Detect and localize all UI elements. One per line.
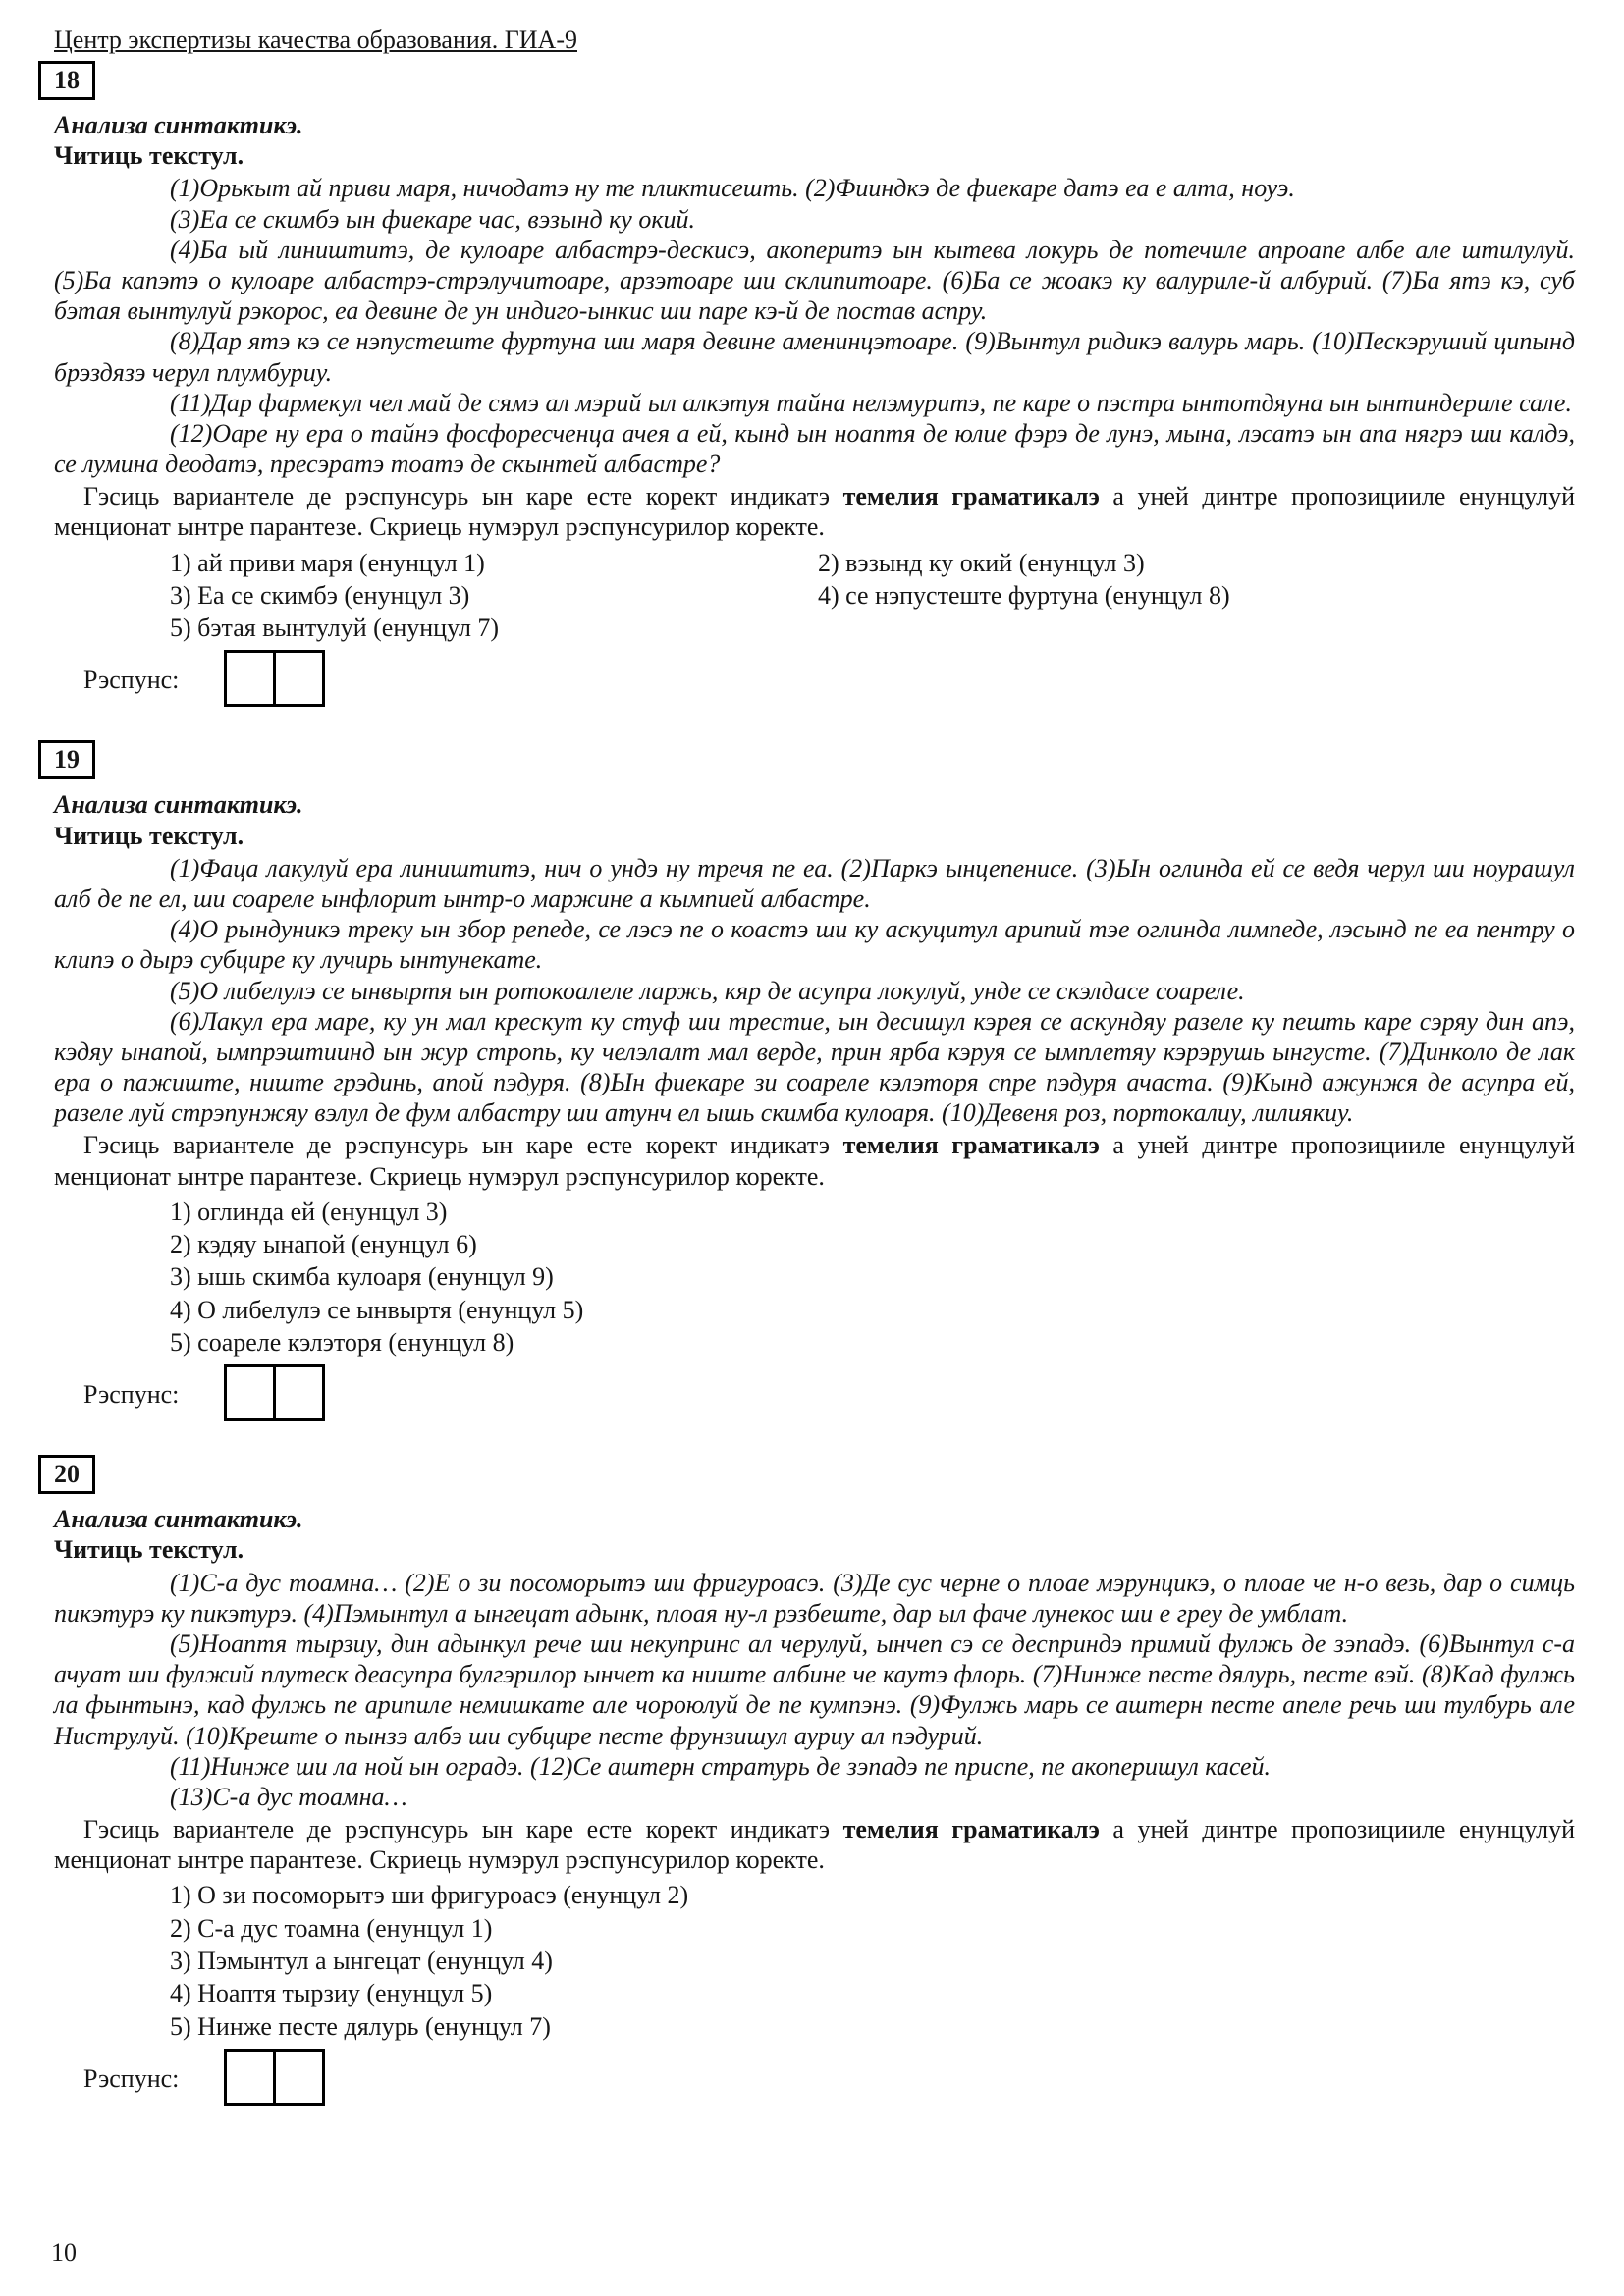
task-read-label: Читиць текстул. (54, 1535, 244, 1565)
answer-label: Рэспунс: (83, 2063, 180, 2093)
answer-boxes (224, 1364, 325, 1421)
passage-paragraph: (4)О рындуникэ треку ын збор репеде, се лэсэ пе о коастэ ши ку аскуцитул арипий тэе оглинда лимпеде, лэсынд пе еа пентру о клипэ о дырэ субцире ку лучирь ынтунекате. (54, 915, 1575, 975)
reading-passage (54, 173, 1575, 479)
instruction-text-part: а уней динтре пропозицииле енунцулуй менционат ынтре парантезе. Скриець нумэрул рэспунсурилор коректе. (54, 1131, 1575, 1191)
task-19 (54, 740, 1575, 1421)
answer-label: Рэспунс: (83, 666, 180, 695)
answer-boxes (224, 650, 325, 707)
answer-cell-1[interactable] (224, 650, 276, 707)
option-item: 1) О зи посоморытэ ши фригуроасэ (енунцул 2) (170, 1881, 689, 1910)
instruction-bold-term: темелия граматикалэ (842, 1815, 1100, 1844)
task-number-box (38, 740, 95, 779)
answer-boxes (224, 2049, 325, 2106)
passage-paragraph: (5)О либелулэ се ынвыртя ын ротокоалеле ларжь, кяр де асупра локулуй, унде се скэлдасе соареле. (170, 976, 1245, 1005)
instruction-bold-term: темелия граматикалэ (842, 482, 1100, 511)
option-item: 4) се нэпустеште фуртуна (енунцул 8) (818, 580, 1230, 610)
instruction-text-part: Гэсиць вариантеле де рэспунсурь ын каре есте корект индикатэ (83, 1815, 843, 1844)
passage-paragraph: (5)Ноаптя тырзиу, дин адынкул рече ши некупринс ал черулуй, ынчеп сэ се десприндэ примий фулжь де зэпадэ. (6)Вынтул с-а ачуат ши фулжий плутеск деасупра булгэрилор ынчет ка ниште албине че каутэ флорь. (7)Нинже песте дялурь, песте вэй. (8)Кад фулжь ла фынтынэ, кад фулжь пе арипиле немишкате але чороюлуй де пе кумпэнэ. (9)Фулжь марь се аштерн песте апеле речь ши тулбурь але Ниструлуй. (10)Креште о пынзэ албэ ши субцире песте фрунзишул ауриу ал пэдурий. (54, 1629, 1575, 1750)
option-item: 1) ай приви маря (енунцул 1) (170, 548, 485, 577)
option-item: 3) Еа се скимбэ (енунцул 3) (170, 580, 470, 610)
passage-paragraph: (3)Еа се скимбэ ын фиекаре час, вэзынд ку окий. (170, 204, 696, 234)
answer-cell-2[interactable] (276, 650, 325, 707)
passage-paragraph: (11)Нинже ши ла ной ын оградэ. (12)Се аштерн стратурь де зэпадэ пе приспе, пе акоперишул касей. (170, 1751, 1272, 1781)
task-18 (54, 61, 1575, 707)
answer-label: Рэспунс: (83, 1380, 180, 1410)
passage-paragraph: (12)Оаре ну ера о тайнэ фосфоресченца ачея а ей, кынд ын ноаптя де юлие фэрэ де лунэ, мына, лэсатэ ын апа нягрэ ши калдэ, се лумина деодатэ, пресэратэ тоатэ де скынтей албастре? (54, 418, 1575, 479)
passage-paragraph: (6)Лакул ера маре, ку ун мал крескут ку стуф ши трестие, ын десишул кэрея се аскундяу разеле ку пешть каре сэряу дин апэ, кэдяу ынапой, ымпрэштиинд ын жур стропь, ку челэлалт мал верде, прин ярба кэруя се ымплетяу кэрэрушь ынгусте. (7)Динколо де лак ера о пажиште, ниште грэдинь, апой пэдуря. (8)Ын фиекаре зи соареле кэлэторя спре пэдуря ачаста. (9)Кынд ажунжя де асупра ей, разеле луй стрэпунжяу вэлул де фум албастру ши атунч ел ышь скимба кулоаря. (10)Девеня роз, портокалиу, лилиякиу. (54, 1006, 1575, 1128)
passage-paragraph: (1)Фаца лакулуй ера лиништитэ, нич о ундэ ну тречя пе еа. (2)Паркэ ынцепенисе. (3)Ын оглинда ей се ведя черул ши ноурашул алб де пе ел, ши соареле ынфлорит ынтр-о маржине а кымпией албастре. (54, 853, 1575, 913)
reading-passage (54, 1568, 1575, 1813)
passage-paragraph: (4)Ба ый лиништитэ, де кулоаре албастрэ-дескисэ, акоперитэ ын кытева локурь де потечиле апроапе албе але штилулуй. (5)Ба капэтэ о кулоаре албастрэ-стрэлучитоаре, арзэтоаре ши склипитоаре. (6)Ба се жоакэ ку валуриле-й албурий. (7)Ба ятэ кэ, суб бэтая вынтулуй рэкорос, еа девине де ун индиго-ынкис ши паре кэ-й де постав аспру. (54, 235, 1575, 326)
option-item: 4) О либелулэ се ынвыртя (енунцул 5) (170, 1295, 584, 1324)
reading-passage (54, 853, 1575, 1129)
answer-cell-2[interactable] (276, 2049, 325, 2106)
option-item: 2) кэдяу ынапой (енунцул 6) (170, 1230, 477, 1259)
passage-paragraph: (8)Дар ятэ кэ се нэпустеште фуртуна ши маря девине аменинцэтоаре. (9)Вынтул ридикэ валурь марь. (10)Пескэруший ципынд брэздязэ черул плумбуриу. (54, 327, 1575, 387)
passage-paragraph: (1)Орькыт ай приви маря, ничодатэ ну те пликтисешть. (2)Фииндкэ де фиекаре датэ еа е алта, ноуэ. (170, 174, 1295, 203)
instruction-text-part: Гэсиць вариантеле де рэспунсурь ын каре есте корект индикатэ (83, 482, 843, 511)
task-instruction (54, 1814, 1575, 1875)
option-item: 5) бэтая вынтулуй (енунцул 7) (170, 614, 500, 643)
task-20 (54, 1455, 1575, 2106)
instruction-bold-term: темелия граматикалэ (842, 1131, 1100, 1160)
task-read-label: Читиць текстул. (54, 821, 244, 850)
answer-cell-1[interactable] (224, 2049, 276, 2106)
answer-cell-1[interactable] (224, 1364, 276, 1421)
answer-row (83, 2049, 1575, 2106)
task-number-box (38, 61, 95, 100)
passage-paragraph: (13)С-а дус тоамна… (170, 1782, 407, 1811)
task-subtitle: Анализа синтактикэ. (54, 790, 303, 820)
option-item: 3) Пэмынтул а ынгецат (енунцул 4) (170, 1946, 553, 1975)
option-item: 1) оглинда ей (енунцул 3) (170, 1197, 448, 1226)
passage-paragraph: (1)С-а дус тоамна… (2)Е о зи посоморытэ ши фригуроасэ. (3)Де сус черне о плоае мэрунцикэ, о плоае че н-о везь, дар о симць пикэтурэ ку пикэтурэ. (4)Пэмынтул а ынгецат адынк, плоая ну-л рэзбеште, дар ыл фаче лунекос ши е греу де умблат. (54, 1568, 1575, 1628)
task-instruction (54, 481, 1575, 542)
instruction-text-part: Гэсиць вариантеле де рэспунсурь ын каре есте корект индикатэ (83, 1131, 843, 1160)
instruction-text-part: а уней динтре пропозицииле енунцулуй менционат ынтре парантезе. Скриець нумэрул рэспунсурилор коректе. (54, 482, 1575, 542)
task-number: 20 (54, 1460, 80, 1489)
option-item: 5) Нинже песте дялурь (енунцул 7) (170, 2011, 551, 2041)
task-subtitle: Анализа синтактикэ. (54, 111, 303, 139)
option-item: 3) ышь скимба кулоаря (енунцул 9) (170, 1262, 554, 1292)
answer-row (83, 650, 1575, 707)
passage-paragraph: (11)Дар фармекул чел май де сямэ ал мэрий ыл алкэтуя тайна нелэмуритэ, пе каре о пэстра ынтотдяуна ын ынтиндериле сале. (170, 388, 1572, 417)
answer-options (170, 1196, 1575, 1359)
option-item: 4) Ноаптя тырзиу (енунцул 5) (170, 1979, 493, 2008)
instruction-text-part: а уней динтре пропозицииле енунцулуй менционат ынтре парантезе. Скриець нумэрул рэспунсурилор коректе. (54, 1815, 1575, 1875)
document-header-title: Центр экспертизы качества образования. ГИА-9 (54, 26, 577, 54)
page-number: 10 (51, 2238, 77, 2267)
answer-options (170, 547, 1575, 645)
option-item: 2) вэзынд ку окий (енунцул 3) (818, 548, 1145, 577)
option-item: 2) С-а дус тоамна (енунцул 1) (170, 1913, 493, 1943)
task-number: 19 (54, 745, 80, 774)
option-item: 5) соареле кэлэторя (енунцул 8) (170, 1327, 514, 1357)
answer-row (83, 1364, 1575, 1421)
task-instruction (54, 1130, 1575, 1191)
task-read-label: Читиць текстул. (54, 141, 244, 171)
task-number: 18 (54, 66, 80, 94)
task-subtitle: Анализа синтактикэ. (54, 1505, 303, 1534)
task-number-box (38, 1455, 95, 1494)
answer-cell-2[interactable] (276, 1364, 325, 1421)
answer-options (170, 1879, 1575, 2042)
